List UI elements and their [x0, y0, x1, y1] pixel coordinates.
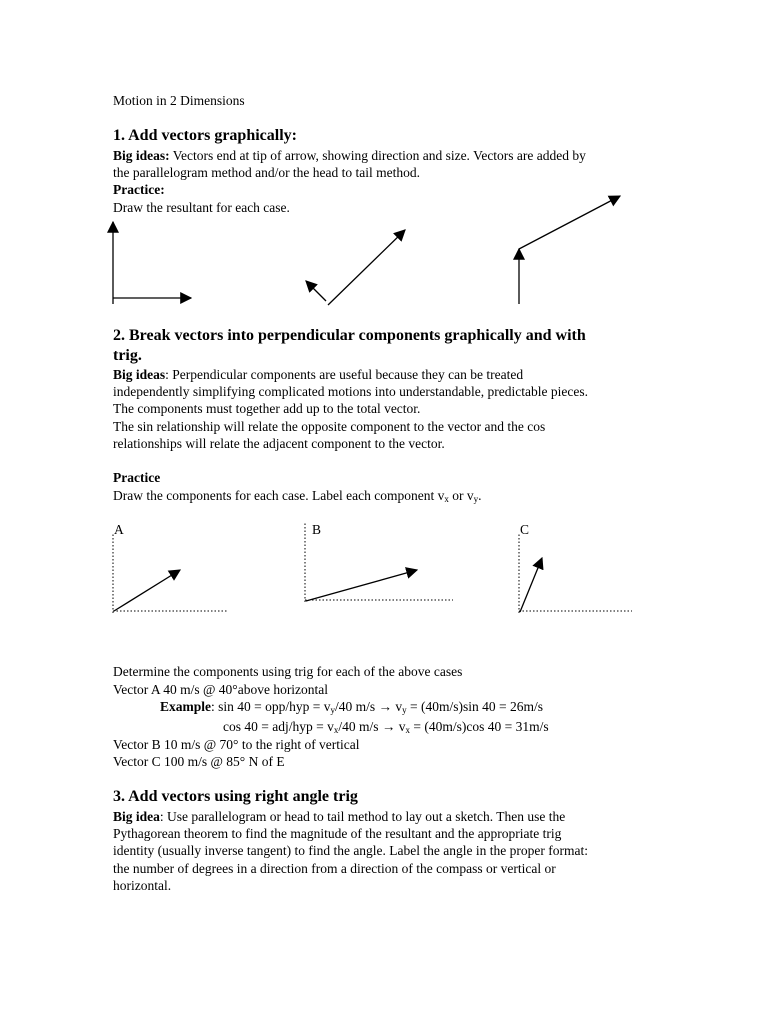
- vector-arrow: [520, 558, 542, 612]
- vector-arrow: [519, 196, 620, 249]
- section-1-practice-text: Draw the resultant for each case.: [113, 200, 290, 215]
- section-2-big-ideas-line-2: independently simplifying complicated motions into understandable, predictable pieces.: [113, 384, 588, 399]
- section-1-practice-label: Practice:: [113, 182, 165, 197]
- vector-arrow: [306, 281, 326, 301]
- section-2-heading-line-1: 2. Break vectors into perpendicular components graphically and with: [113, 327, 586, 344]
- section-3-big-idea-line-3: identity (usually inverse tangent) to find the angle. Label the angle in the proper format:: [113, 843, 588, 858]
- figure-label-a: A: [114, 522, 124, 537]
- vector-arrow: [114, 570, 180, 611]
- vector-b-text: Vector B 10 m/s @ 70° to the right of vertical: [113, 737, 360, 752]
- practice-1-figure-2: [306, 230, 405, 305]
- example-text: cos 40 = adj/hyp = v: [223, 719, 334, 734]
- vector-arrow: [328, 230, 405, 305]
- section-2-big-ideas-line-4: The sin relationship will relate the opposite component to the vector and the cos: [113, 419, 546, 434]
- big-ideas-text: Vectors end at tip of arrow, showing direction and size. Vectors are added by: [169, 148, 586, 163]
- big-idea-label: Big idea: [113, 809, 160, 824]
- components-figure-a: [113, 533, 227, 613]
- practice-1-figure-1: [113, 222, 191, 304]
- period: .: [478, 488, 482, 503]
- big-idea-text: : Use parallelogram or head to tail method to lay out a sketch. Then use the: [159, 809, 566, 824]
- practice-text: Draw the components for each case. Label each component v: [113, 488, 445, 503]
- components-figure-c: [519, 533, 632, 613]
- section-1-big-ideas-line-2: the parallelogram method and/or the head to tail method.: [113, 165, 421, 180]
- subscript-x: x: [333, 725, 339, 735]
- section-3-big-idea-line-5: horizontal.: [113, 878, 172, 893]
- subscript-y: y: [402, 705, 407, 715]
- example-text: = (40m/s)cos 40 = 31m/s: [409, 719, 549, 734]
- section-3-heading: 3. Add vectors using right angle trig: [113, 788, 358, 805]
- big-ideas-text: : Perpendicular components are useful because they can be treated: [165, 367, 524, 382]
- page-title: Motion in 2 Dimensions: [113, 93, 245, 108]
- subscript-x: x: [405, 725, 410, 735]
- components-figure-b: [305, 523, 453, 602]
- subscript-y: y: [330, 705, 335, 715]
- big-ideas-label: Big ideas:: [113, 148, 170, 163]
- figure-label-c: C: [520, 522, 530, 537]
- example-text: /40 m/s → v: [335, 699, 403, 714]
- example-text: = (40m/s)sin 40 = 26m/s: [406, 699, 543, 714]
- practice-1-figure-3: [519, 196, 620, 304]
- big-ideas-label: Big ideas: [113, 367, 166, 382]
- subscript-y: y: [473, 494, 479, 504]
- section-1-heading: 1. Add vectors graphically:: [113, 127, 297, 144]
- section-2-big-ideas-line-5: relationships will relate the adjacent component to the vector.: [113, 436, 445, 451]
- vector-c-text: Vector C 100 m/s @ 85° N of E: [113, 754, 285, 769]
- subscript-x: x: [444, 494, 449, 504]
- vector-a-text: Vector A 40 m/s @ 40°above horizontal: [113, 682, 329, 697]
- figure-label-b: B: [312, 522, 322, 537]
- example-label: Example: [160, 699, 212, 714]
- example-text: /40 m/s → v: [338, 719, 406, 734]
- example-text: : sin 40 = opp/hyp = v: [211, 699, 331, 714]
- section-3-big-idea-line-4: the number of degrees in a direction from a direction of the compass or vertical or: [113, 861, 556, 876]
- section-2-big-ideas-line-3: The components must together add up to the total vector.: [113, 401, 421, 416]
- section-2-heading-line-2: trig.: [113, 347, 142, 364]
- section-2-practice-label: Practice: [113, 470, 161, 485]
- vector-arrow: [306, 570, 417, 601]
- determine-text: Determine the components using trig for each of the above cases: [113, 664, 463, 679]
- or-text: or v: [448, 488, 474, 503]
- section-3-big-idea-line-2: Pythagorean theorem to find the magnitude of the resultant and the appropriate trig: [113, 826, 562, 841]
